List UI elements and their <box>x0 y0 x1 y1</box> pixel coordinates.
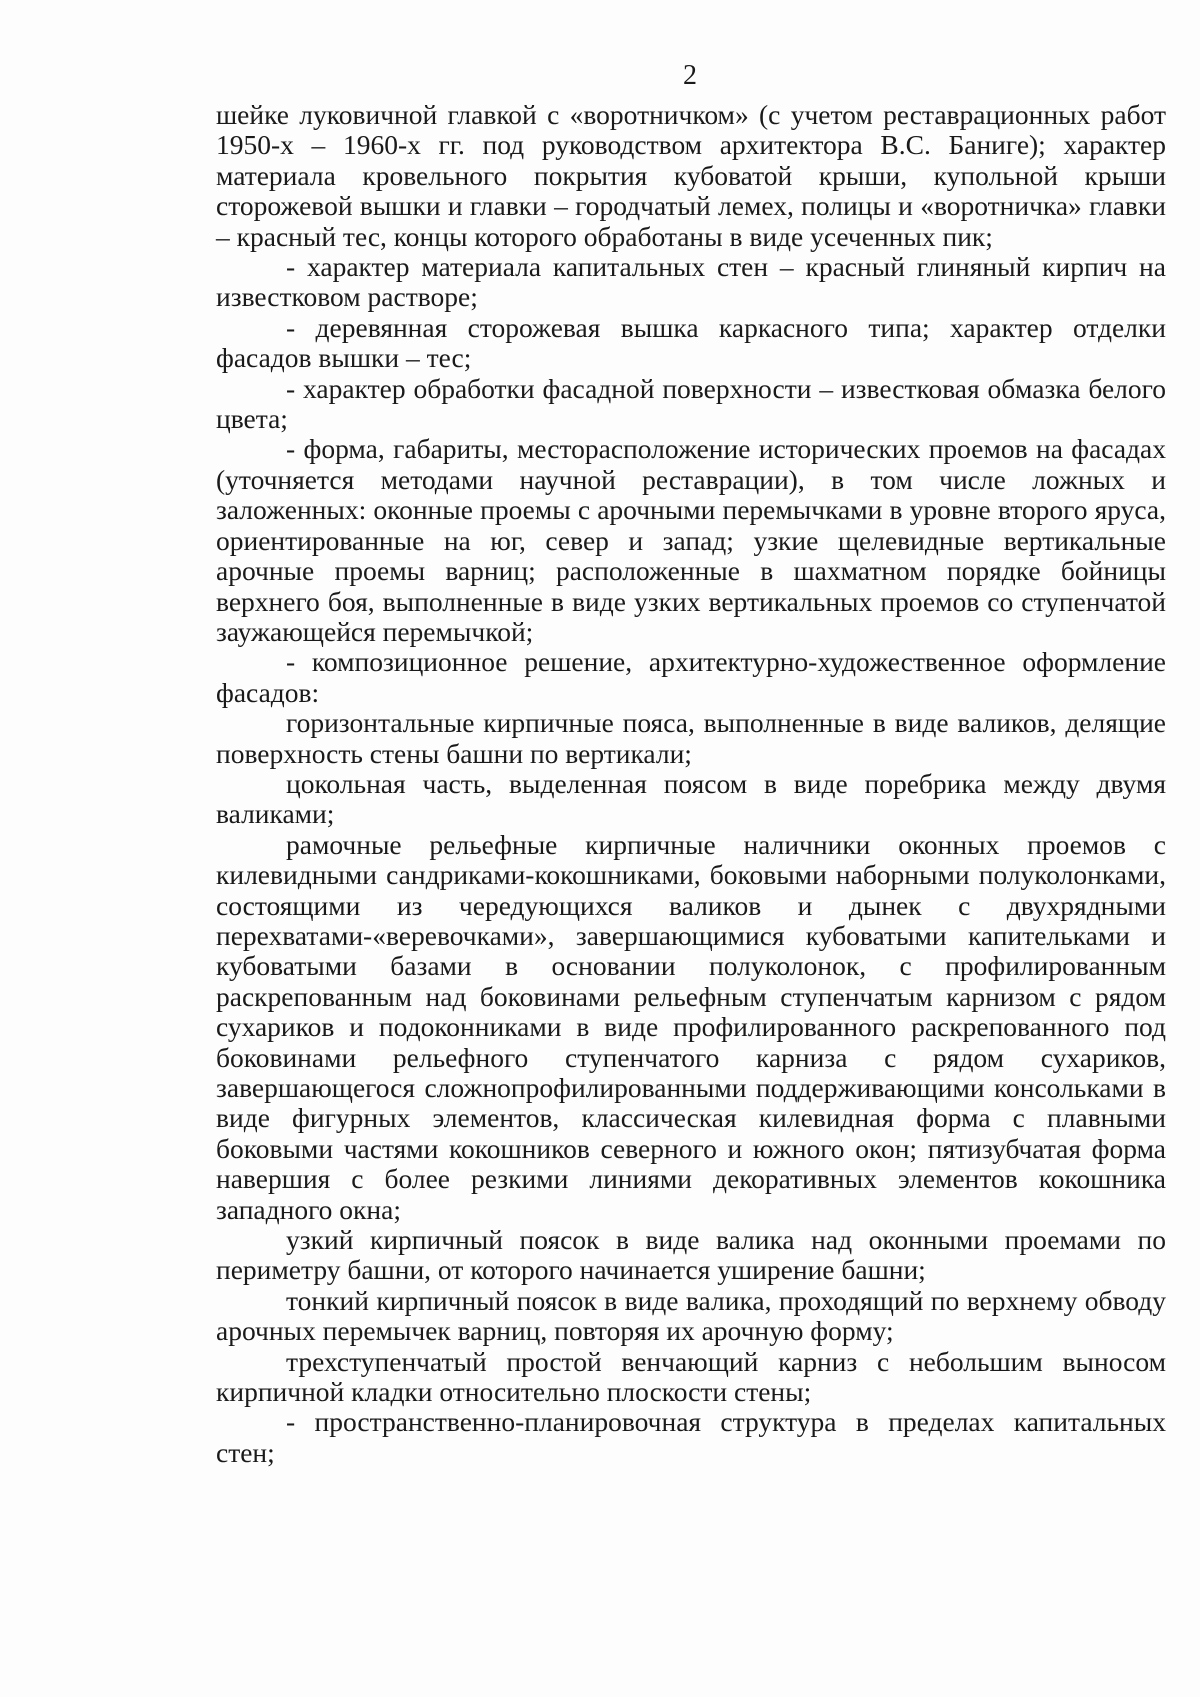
paragraph: узкий кирпичный поясок в виде валика над оконными проемами по периметру башни, от которого начинается уширение башни; <box>216 1224 1166 1286</box>
paragraph: рамочные рельефные кирпичные наличники оконных проемов с килевидными сандриками-кокошниками, боковыми наборными полуколонками, состоящими из чередующихся валиков и дынек с двухрядными перехватами-«веревочками», завершающимися кубоватыми капительками и кубоватыми базами в основании полуколонок, с профилированным раскрепованным над боковинами рельефным ступенчатым карнизом с рядом сухариков и подоконниками в виде профилированного раскрепованного под боковинами рельефного ступенчатого карниза с рядом сухариков, завершающегося сложнопрофилированными поддерживающими консольками в виде фигурных элементов, классическая килевидная форма с плавными боковыми частями кокошников северного и южного окон; пятизубчатая форма навершия с более резкими линиями декоративных элементов кокошника западного окна; <box>216 828 1166 1225</box>
paragraph: - форма, габариты, месторасположение исторических проемов на фасадах (уточняется методами научной реставрации), в том числе ложных и заложенных: оконные проемы с арочными перемычками в уровне второго яруса, ориентированные на юг, север и запад; узкие щелевидные вертикальные арочные проемы варниц; расположенные в шахматном порядке бойницы верхнего боя, выполненные в виде узких вертикальных проемов со ступенчатой заужающейся перемычкой; <box>216 433 1166 647</box>
paragraph: - характер обработки фасадной поверхности – известковая обмазка белого цвета; <box>216 372 1166 435</box>
paragraph: шейке луковичной главкой с «воротничком» (с учетом реставрационных работ 1950-х – 1960-х гг. под руководством архитектора В.С. Баниге); характер материала кровельного покрытия кубоватой крыши, купольной крыши сторожевой вышки и главки – городчатый лемех, полицы и «воротничка» главки – красный тес, концы которого обработаны в виде усеченных пик; <box>216 99 1166 252</box>
paragraph: - композиционное решение, архитектурно-художественное оформление фасадов: <box>216 646 1166 708</box>
paragraph: тонкий кирпичный поясок в виде валика, проходящий по верхнему обводу арочных перемычек варниц, повторяя их арочную форму; <box>216 1284 1166 1347</box>
paragraph: трехступенчатый простой венчающий карниз с небольшим выносом кирпичной кладки относительно плоскости стены; <box>216 1345 1166 1408</box>
document-body <box>216 100 1166 1468</box>
paragraph: - характер материала капитальных стен – красный глиняный кирпич на известковом растворе; <box>216 251 1166 313</box>
page-number: 2 <box>683 60 697 91</box>
paragraph: - деревянная сторожевая вышка каркасного типа; характер отделки фасадов вышки – тес; <box>216 311 1166 374</box>
paragraph: цокольная часть, выделенная поясом в виде поребрика между двумя валиками; <box>216 767 1166 830</box>
paragraph: - пространственно-планировочная структура в пределах капитальных стен; <box>216 1406 1166 1468</box>
paragraph: горизонтальные кирпичные пояса, выполненные в виде валиков, делящие поверхность стены башни по вертикали; <box>216 707 1166 769</box>
